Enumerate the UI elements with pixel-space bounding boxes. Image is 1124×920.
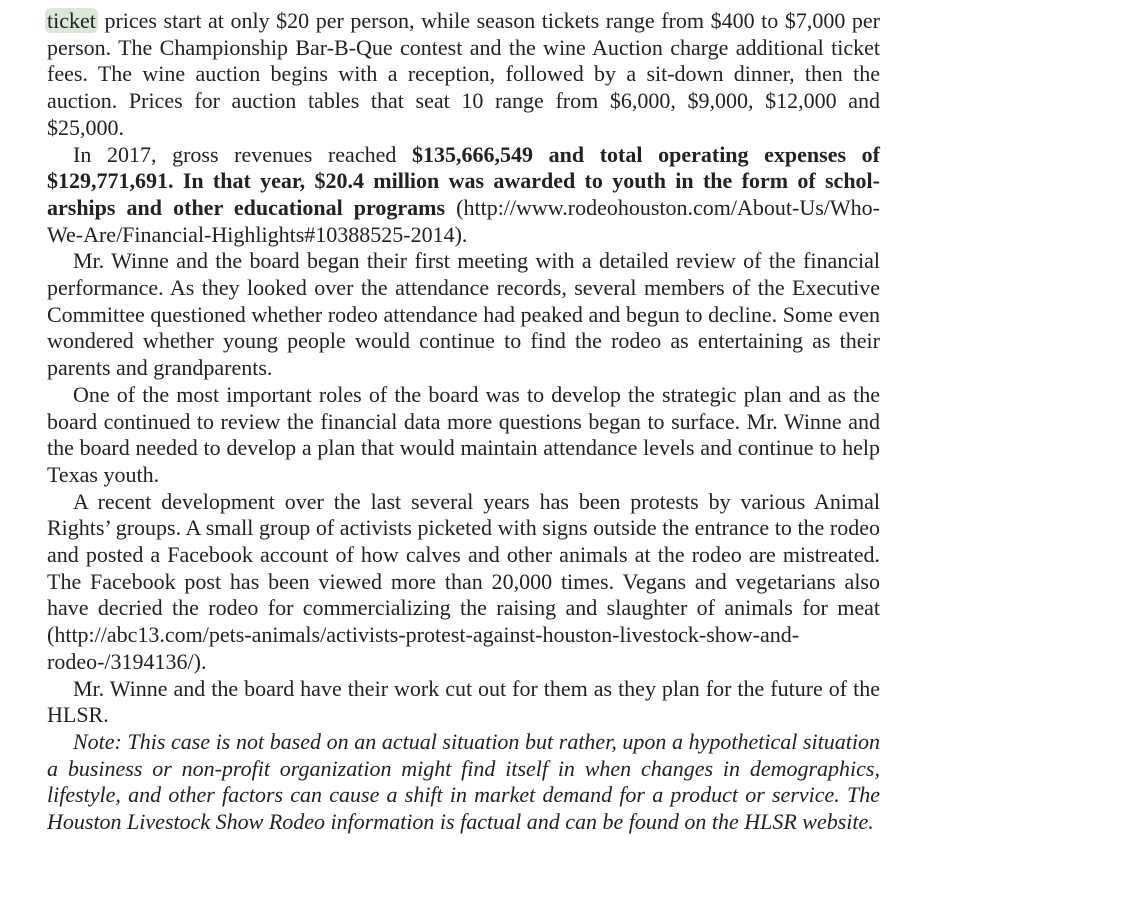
document-body xyxy=(47,8,880,836)
paragraph-first-meeting: Mr. Winne and the board began their first meeting with a detailed review of the financial performance. As they looked over the attendance records, several members of the Executive Committee questioned whether rodeo attendance had peaked and begun to decline. Some even wondered whether young people would continue to find the rodeo as entertaining as their parents and grandparents. xyxy=(47,248,880,381)
paragraph-protests: A recent development over the last several years has been protests by various Animal Rights’ groups. A small group of activists picketed with signs outside the entrance to the rodeo and posted a Facebook account of how calves and other animals at the rodeo are mistreated. The Facebook post has been viewed more than 20,000 times. Vegans and vegetarians also have decried the rodeo for commercializing the raising and slaughter of animals for meat (http://abc13.com/pets-animals/​activists-protest-against-houston-livestock-show-and-rodeo-/3194136/). xyxy=(47,488,880,674)
paragraph-future: Mr. Winne and the board have their work cut out for them as they plan for the future of the HLSR. xyxy=(47,675,880,728)
paragraph-ticket-prices-text: prices start at only $20 per person, while season tickets range from $400 to $7,000 per person. The Championship Bar-B-Que contest and the wine Auction charge additional ticket fees. The wine auction begins with a reception, followed by a sit-down dinner, then the auction. Prices for auction tables that seat 10 range from $6,000, $9,000, $12,000 and $25,000. xyxy=(47,8,880,140)
paragraph-strategic-plan: One of the most important roles of the board was to develop the strategic plan and as the board continued to review the financial data more questions began to surface. Mr. Winne and the board needed to develop a plan that would maintain attendance levels and continue to help Texas youth. xyxy=(47,381,880,487)
paragraph-ticket-prices xyxy=(47,8,880,142)
paragraph-revenues xyxy=(47,142,880,249)
revenues-intro: In 2017, gross revenues reached xyxy=(73,141,412,167)
case-note: Note: This case is not based on an actual situation but rather, upon a hypothetical situation a business or non-profit organization might find itself in when changes in demographics, lifestyle, and other factors can cause a shift in market demand for a product or service. The Houston Livestock Show Rodeo information is factual and can be found on the HLSR website. xyxy=(47,728,880,835)
highlighted-word[interactable]: ticket xyxy=(47,8,96,33)
revenues-url: (http://www.rodeohouston.com/About-Us/​Who-We-Are/Financial-Highlights#10388525-2014). xyxy=(47,194,880,247)
revenues-bold-figures: $135,666,549 and total operating expenses of $129,771,691. In that year, $20.4 million was awarded to youth in the form of scholarships and other educational programs xyxy=(47,141,881,220)
